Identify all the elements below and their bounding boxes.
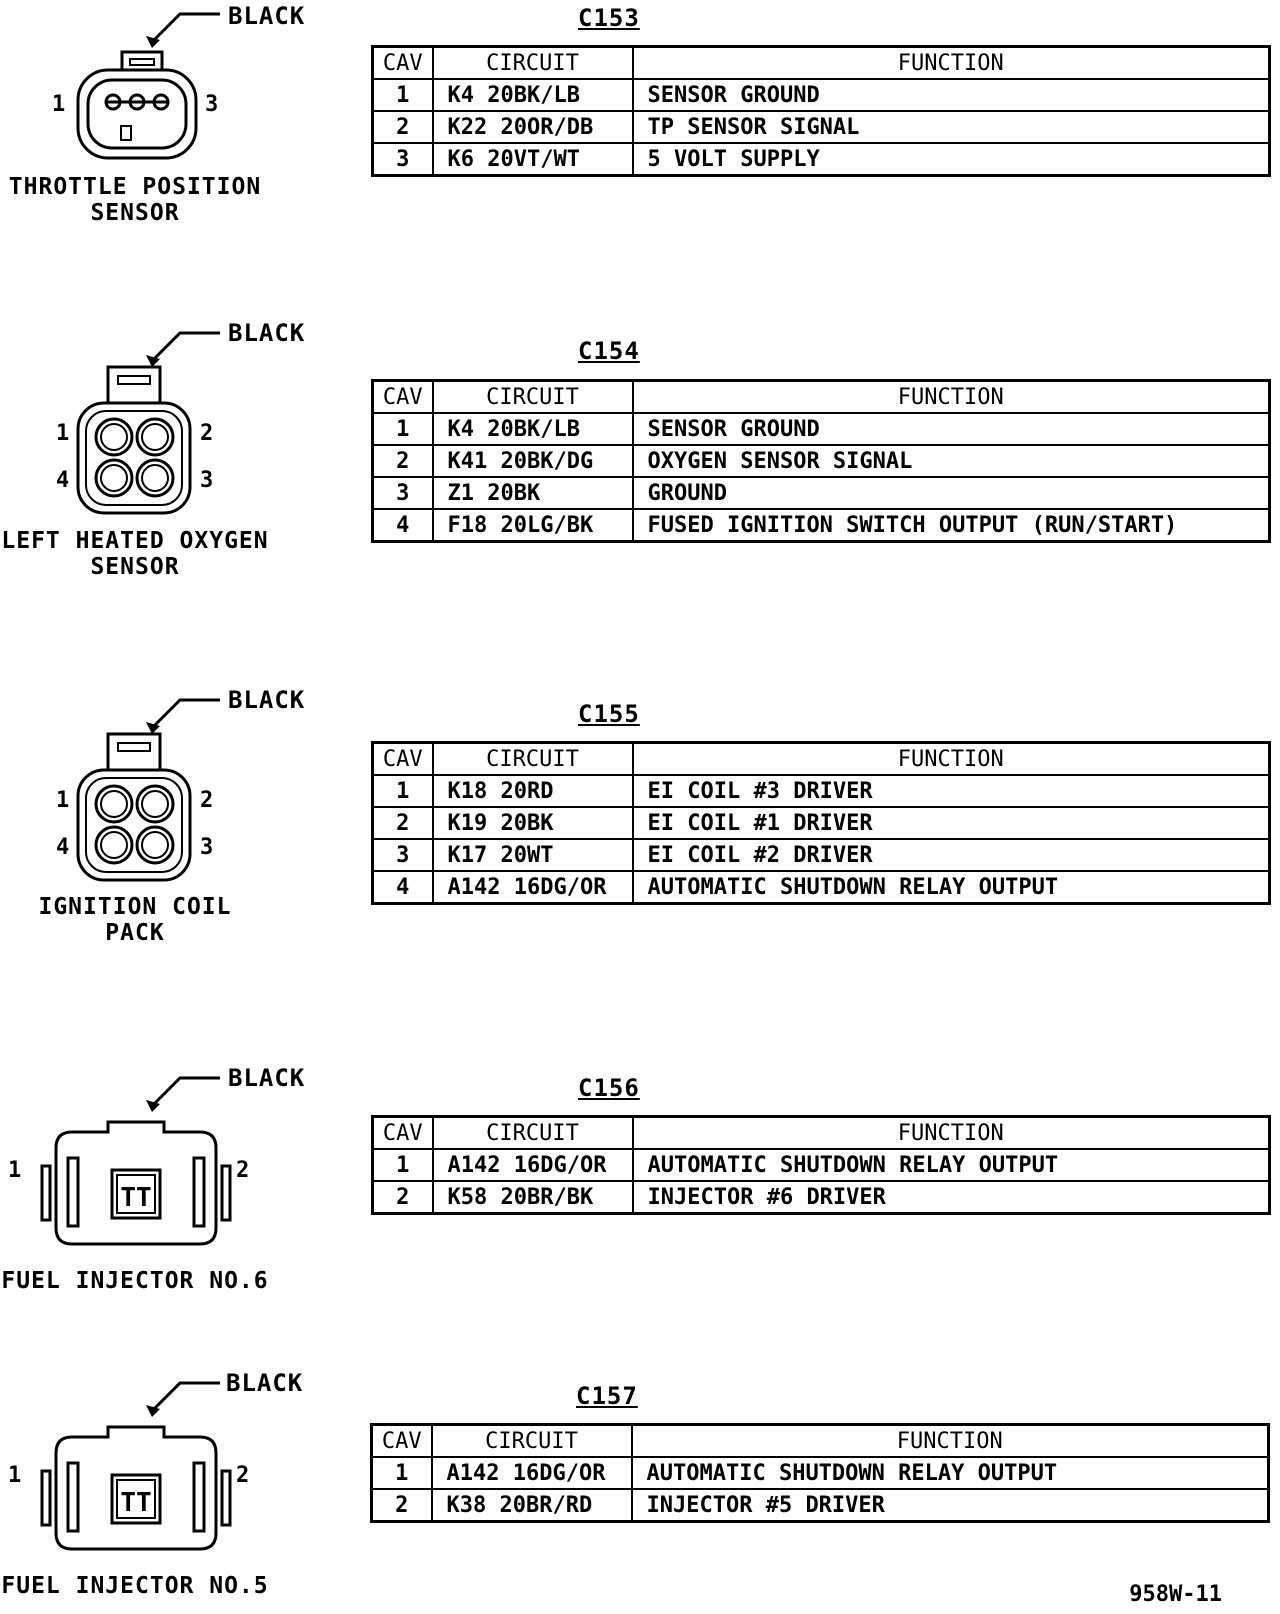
function-cell: EI COIL #2 DRIVER [633, 839, 1270, 871]
cav-cell: 2 [373, 1181, 433, 1214]
header-circuit: CIRCUIT [433, 1117, 633, 1150]
cav-cell: 2 [373, 807, 433, 839]
header-function: FUNCTION [633, 381, 1270, 414]
connector-section-c157 [0, 1369, 1280, 1599]
cav-cell: 3 [373, 143, 433, 176]
table-row [373, 79, 1270, 111]
function-cell: AUTOMATIC SHUTDOWN RELAY OUTPUT [633, 871, 1270, 904]
cav-cell: 3 [373, 477, 433, 509]
cav-cell: 2 [373, 445, 433, 477]
function-cell: AUTOMATIC SHUTDOWN RELAY OUTPUT [633, 1149, 1270, 1181]
cav-cell: 4 [373, 871, 433, 904]
function-cell: OXYGEN SENSOR SIGNAL [633, 445, 1270, 477]
pin-label: 1 [52, 92, 66, 117]
connector-id: C155 [578, 700, 640, 728]
wire-color-label: BLACK [228, 1064, 306, 1092]
cav-cell: 1 [373, 1149, 433, 1181]
table-row [373, 1149, 1270, 1181]
function-cell: SENSOR GROUND [633, 413, 1270, 445]
function-cell: 5 VOLT SUPPLY [633, 143, 1270, 176]
connector-id: C156 [578, 1074, 640, 1102]
table-row [373, 509, 1270, 542]
cav-cell: 1 [373, 79, 433, 111]
connector-name [0, 528, 270, 580]
table-row [373, 839, 1270, 871]
pin-label: 1 [56, 788, 70, 813]
header-cav: CAV [373, 381, 433, 414]
pin-label: 3 [205, 92, 219, 117]
circuit-cell: K17 20WT [433, 839, 633, 871]
header-function: FUNCTION [633, 743, 1270, 776]
pin-label: 2 [200, 788, 214, 813]
table-row [372, 1489, 1269, 1522]
connector-name-line1: FUEL INJECTOR NO.6 [1, 1268, 269, 1294]
wire-color-label: BLACK [228, 686, 306, 714]
circuit-cell: K38 20BR/RD [432, 1489, 632, 1522]
header-circuit: CIRCUIT [433, 743, 633, 776]
function-cell: TP SENSOR SIGNAL [633, 111, 1270, 143]
header-function: FUNCTION [633, 47, 1270, 80]
pin-label: 2 [236, 1158, 250, 1183]
function-cell: INJECTOR #5 DRIVER [632, 1489, 1269, 1522]
function-cell: EI COIL #1 DRIVER [633, 807, 1270, 839]
connector-name [0, 894, 270, 946]
circuit-cell: K4 20BK/LB [433, 413, 633, 445]
header-cav: CAV [372, 1425, 432, 1458]
table-header-row [372, 1425, 1269, 1458]
pin-label: 4 [56, 468, 70, 493]
table-row [373, 445, 1270, 477]
connector-name [0, 174, 270, 226]
connector-id: C153 [578, 4, 640, 32]
connector-id: C154 [578, 337, 640, 365]
function-cell: FUSED IGNITION SWITCH OUTPUT (RUN/START) [633, 509, 1270, 542]
table-row [373, 871, 1270, 904]
header-function: FUNCTION [632, 1425, 1269, 1458]
connector-name-line1: THROTTLE POSITION [8, 174, 262, 200]
pinout-table [370, 1423, 1270, 1523]
header-circuit: CIRCUIT [433, 381, 633, 414]
table-header-row [373, 1117, 1270, 1150]
pin-label: 1 [56, 421, 70, 446]
header-cav: CAV [373, 743, 433, 776]
pin-label: 2 [236, 1463, 250, 1488]
pin-label: 2 [200, 421, 214, 446]
connector-name-line1: IGNITION COIL [38, 894, 232, 920]
circuit-cell: K18 20RD [433, 775, 633, 807]
header-function: FUNCTION [633, 1117, 1270, 1150]
cav-cell: 3 [373, 839, 433, 871]
circuit-cell: A142 16DG/OR [432, 1457, 632, 1489]
circuit-cell: K6 20VT/WT [433, 143, 633, 176]
table-row [373, 143, 1270, 176]
pinout-table [371, 379, 1271, 543]
function-cell: AUTOMATIC SHUTDOWN RELAY OUTPUT [632, 1457, 1269, 1489]
connector-section-c156 [0, 1064, 1280, 1294]
cav-cell: 1 [372, 1457, 432, 1489]
table-header-row [373, 47, 1270, 80]
header-cav: CAV [373, 1117, 433, 1150]
injector-connector-icon [0, 1080, 330, 1290]
connector-name-line2: SENSOR [90, 554, 180, 580]
circuit-cell: A142 16DG/OR [433, 871, 633, 904]
connector-section-c153 [0, 0, 1280, 240]
table-row [373, 807, 1270, 839]
wire-color-label: BLACK [226, 1369, 304, 1397]
connector-name-line2: SENSOR [90, 200, 180, 226]
table-header-row [373, 381, 1270, 414]
connector-name [0, 1268, 270, 1294]
table-row [373, 413, 1270, 445]
table-row [372, 1457, 1269, 1489]
circuit-cell: K4 20BK/LB [433, 79, 633, 111]
injector-connector-icon [0, 1385, 330, 1595]
connector-name-line1: LEFT HEATED OXYGEN [1, 528, 269, 554]
wire-color-label: BLACK [228, 2, 306, 30]
circuit-cell: K41 20BK/DG [433, 445, 633, 477]
table-row [373, 1181, 1270, 1214]
cav-cell: 2 [372, 1489, 432, 1522]
function-cell: EI COIL #3 DRIVER [633, 775, 1270, 807]
connector-section-c155 [0, 686, 1280, 970]
pinout-table [371, 1115, 1271, 1215]
table-row [373, 111, 1270, 143]
pin-label: 3 [200, 468, 214, 493]
circuit-cell: K58 20BR/BK [433, 1181, 633, 1214]
function-cell: GROUND [633, 477, 1270, 509]
pin-label: 1 [8, 1463, 22, 1488]
header-circuit: CIRCUIT [433, 47, 633, 80]
circuit-cell: F18 20LG/BK [433, 509, 633, 542]
connector-name-line2: PACK [105, 920, 165, 946]
connector-section-c154 [0, 319, 1280, 595]
pinout-table [371, 741, 1271, 905]
pin-label: 3 [200, 835, 214, 860]
connector-name-line1: FUEL INJECTOR NO.5 [1, 1573, 269, 1599]
cav-cell: 1 [373, 413, 433, 445]
circuit-cell: K22 20OR/DB [433, 111, 633, 143]
svg-text:TT: TT [120, 1488, 152, 1518]
circuit-cell: A142 16DG/OR [433, 1149, 633, 1181]
connector-name [0, 1573, 270, 1599]
table-header-row [373, 743, 1270, 776]
function-cell: SENSOR GROUND [633, 79, 1270, 111]
table-row [373, 477, 1270, 509]
header-circuit: CIRCUIT [432, 1425, 632, 1458]
drawing-number: 958W-11 [1129, 1582, 1222, 1607]
pin-label: 4 [56, 835, 70, 860]
circuit-cell: Z1 20BK [433, 477, 633, 509]
cav-cell: 2 [373, 111, 433, 143]
header-cav: CAV [373, 47, 433, 80]
circuit-cell: K19 20BK [433, 807, 633, 839]
wire-color-label: BLACK [228, 319, 306, 347]
pin-label: 1 [8, 1158, 22, 1183]
function-cell: INJECTOR #6 DRIVER [633, 1181, 1270, 1214]
cav-cell: 1 [373, 775, 433, 807]
connector-id: C157 [576, 1382, 638, 1410]
cav-cell: 4 [373, 509, 433, 542]
svg-text:TT: TT [120, 1183, 152, 1213]
table-row [373, 775, 1270, 807]
pinout-table [371, 45, 1271, 177]
